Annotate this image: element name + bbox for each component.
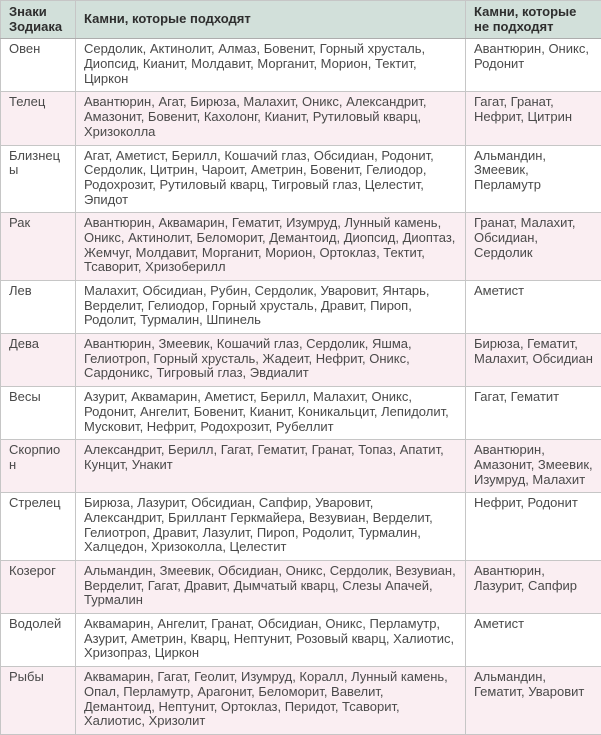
table-row [1,440,601,493]
suitable-stones-cell: Альмандин, Змеевик, Обсидиан, Оникс, Сердолик, Везувиан, Верделит, Гагат, Дравит, Дымчатый кварц, Слезы Апачей, Турмалин [76,561,466,614]
table-row [1,92,601,145]
zodiac-sign-cell: Телец [1,92,76,145]
zodiac-sign-cell: Лев [1,281,76,334]
suitable-stones-cell: Агат, Аметист, Берилл, Кошачий глаз, Обсидиан, Родонит, Сердолик, Цитрин, Чароит, Аметрин, Бовенит, Гелиодор, Родохрозит, Рутиловый кварц, Тигровый глаз, Целестит, Эпидот [76,145,466,213]
zodiac-sign-cell: Рак [1,213,76,281]
suitable-stones-cell: Авантюрин, Змеевик, Кошачий глаз, Сердолик, Яшма, Гелиотроп, Горный хрусталь, Жадеит, Нефрит, Оникс, Сардоникс, Тигровый глаз, Эвдиалит [76,334,466,387]
suitable-stones-cell: Авантюрин, Агат, Бирюза, Малахит, Оникс, Александрит, Амазонит, Бовенит, Кахолонг, Кианит, Рутиловый кварц, Хризоколла [76,92,466,145]
zodiac-sign-cell: Козерог [1,561,76,614]
column-header-zodiac-signs: Знаки Зодиака [1,1,76,39]
unsuitable-stones-cell: Аметист [466,281,601,334]
table-row [1,387,601,440]
table-row [1,145,601,213]
zodiac-sign-cell: Стрелец [1,493,76,561]
table-row [1,39,601,92]
column-header-suitable-stones: Камни, которые подходят [76,1,466,39]
unsuitable-stones-cell: Гранат, Малахит, Обсидиан, Сердолик [466,213,601,281]
table-row [1,281,601,334]
suitable-stones-cell: Сердолик, Актинолит, Алмаз, Бовенит, Горный хрусталь, Диопсид, Кианит, Молдавит, Морганит, Морион, Тектит, Циркон [76,39,466,92]
suitable-stones-cell: Александрит, Берилл, Гагат, Гематит, Гранат, Топаз, Апатит, Кунцит, Унакит [76,440,466,493]
unsuitable-stones-cell: Гагат, Гематит [466,387,601,440]
table-row [1,561,601,614]
zodiac-sign-cell: Рыбы [1,667,76,735]
table-body [1,39,601,735]
column-header-unsuitable-stones: Камни, которые не подходят [466,1,601,39]
table-row [1,213,601,281]
suitable-stones-cell: Бирюза, Лазурит, Обсидиан, Сапфир, Уваровит, Александрит, Бриллант Геркмайера, Везувиан, Верделит, Гелиотроп, Дравит, Лазулит, Пироп, Родолит, Турмалин, Халцедон, Хризоколла, Целестит [76,493,466,561]
suitable-stones-cell: Малахит, Обсидиан, Рубин, Сердолик, Уваровит, Янтарь, Верделит, Гелиодор, Горный хрусталь, Дравит, Пироп, Родолит, Турмалин, Шпинель [76,281,466,334]
unsuitable-stones-cell: Авантюрин, Оникс, Родонит [466,39,601,92]
suitable-stones-cell: Аквамарин, Гагат, Геолит, Изумруд, Коралл, Лунный камень, Опал, Перламутр, Арагонит, Беломорит, Вавелит, Демантоид, Нептунит, Ортоклаз, Перидот, Тсаворит, Халиотис, Хризолит [76,667,466,735]
unsuitable-stones-cell: Бирюза, Гематит, Малахит, Обсидиан [466,334,601,387]
table-row [1,493,601,561]
suitable-stones-cell: Азурит, Аквамарин, Аметист, Берилл, Малахит, Оникс, Родонит, Ангелит, Бовенит, Кианит, Коникальцит, Лепидолит, Мусковит, Нефрит, Родохрозит, Рубеллит [76,387,466,440]
unsuitable-stones-cell: Альмандин, Гематит, Уваровит [466,667,601,735]
zodiac-sign-cell: Скорпион [1,440,76,493]
unsuitable-stones-cell: Аметист [466,614,601,667]
unsuitable-stones-cell: Гагат, Гранат, Нефрит, Цитрин [466,92,601,145]
unsuitable-stones-cell: Нефрит, Родонит [466,493,601,561]
zodiac-sign-cell: Близнецы [1,145,76,213]
suitable-stones-cell: Авантюрин, Аквамарин, Гематит, Изумруд, Лунный камень, Оникс, Актинолит, Беломорит, Демантоид, Диопсид, Диоптаз, Жемчуг, Молдавит, Морганит, Морион, Ортоклаз, Тектит, Тсаворит, Хризоберилл [76,213,466,281]
table-row [1,334,601,387]
unsuitable-stones-cell: Альмандин, Змеевик, Перламутр [466,145,601,213]
table-row [1,667,601,735]
suitable-stones-cell: Аквамарин, Ангелит, Гранат, Обсидиан, Оникс, Перламутр, Азурит, Аметрин, Кварц, Нептунит, Розовый кварц, Халиотис, Хризопраз, Циркон [76,614,466,667]
unsuitable-stones-cell: Авантюрин, Амазонит, Змеевик, Изумруд, Малахит [466,440,601,493]
table-row [1,614,601,667]
header-row [1,1,601,39]
zodiac-sign-cell: Водолей [1,614,76,667]
zodiac-sign-cell: Овен [1,39,76,92]
zodiac-sign-cell: Весы [1,387,76,440]
unsuitable-stones-cell: Авантюрин, Лазурит, Сапфир [466,561,601,614]
zodiac-sign-cell: Дева [1,334,76,387]
